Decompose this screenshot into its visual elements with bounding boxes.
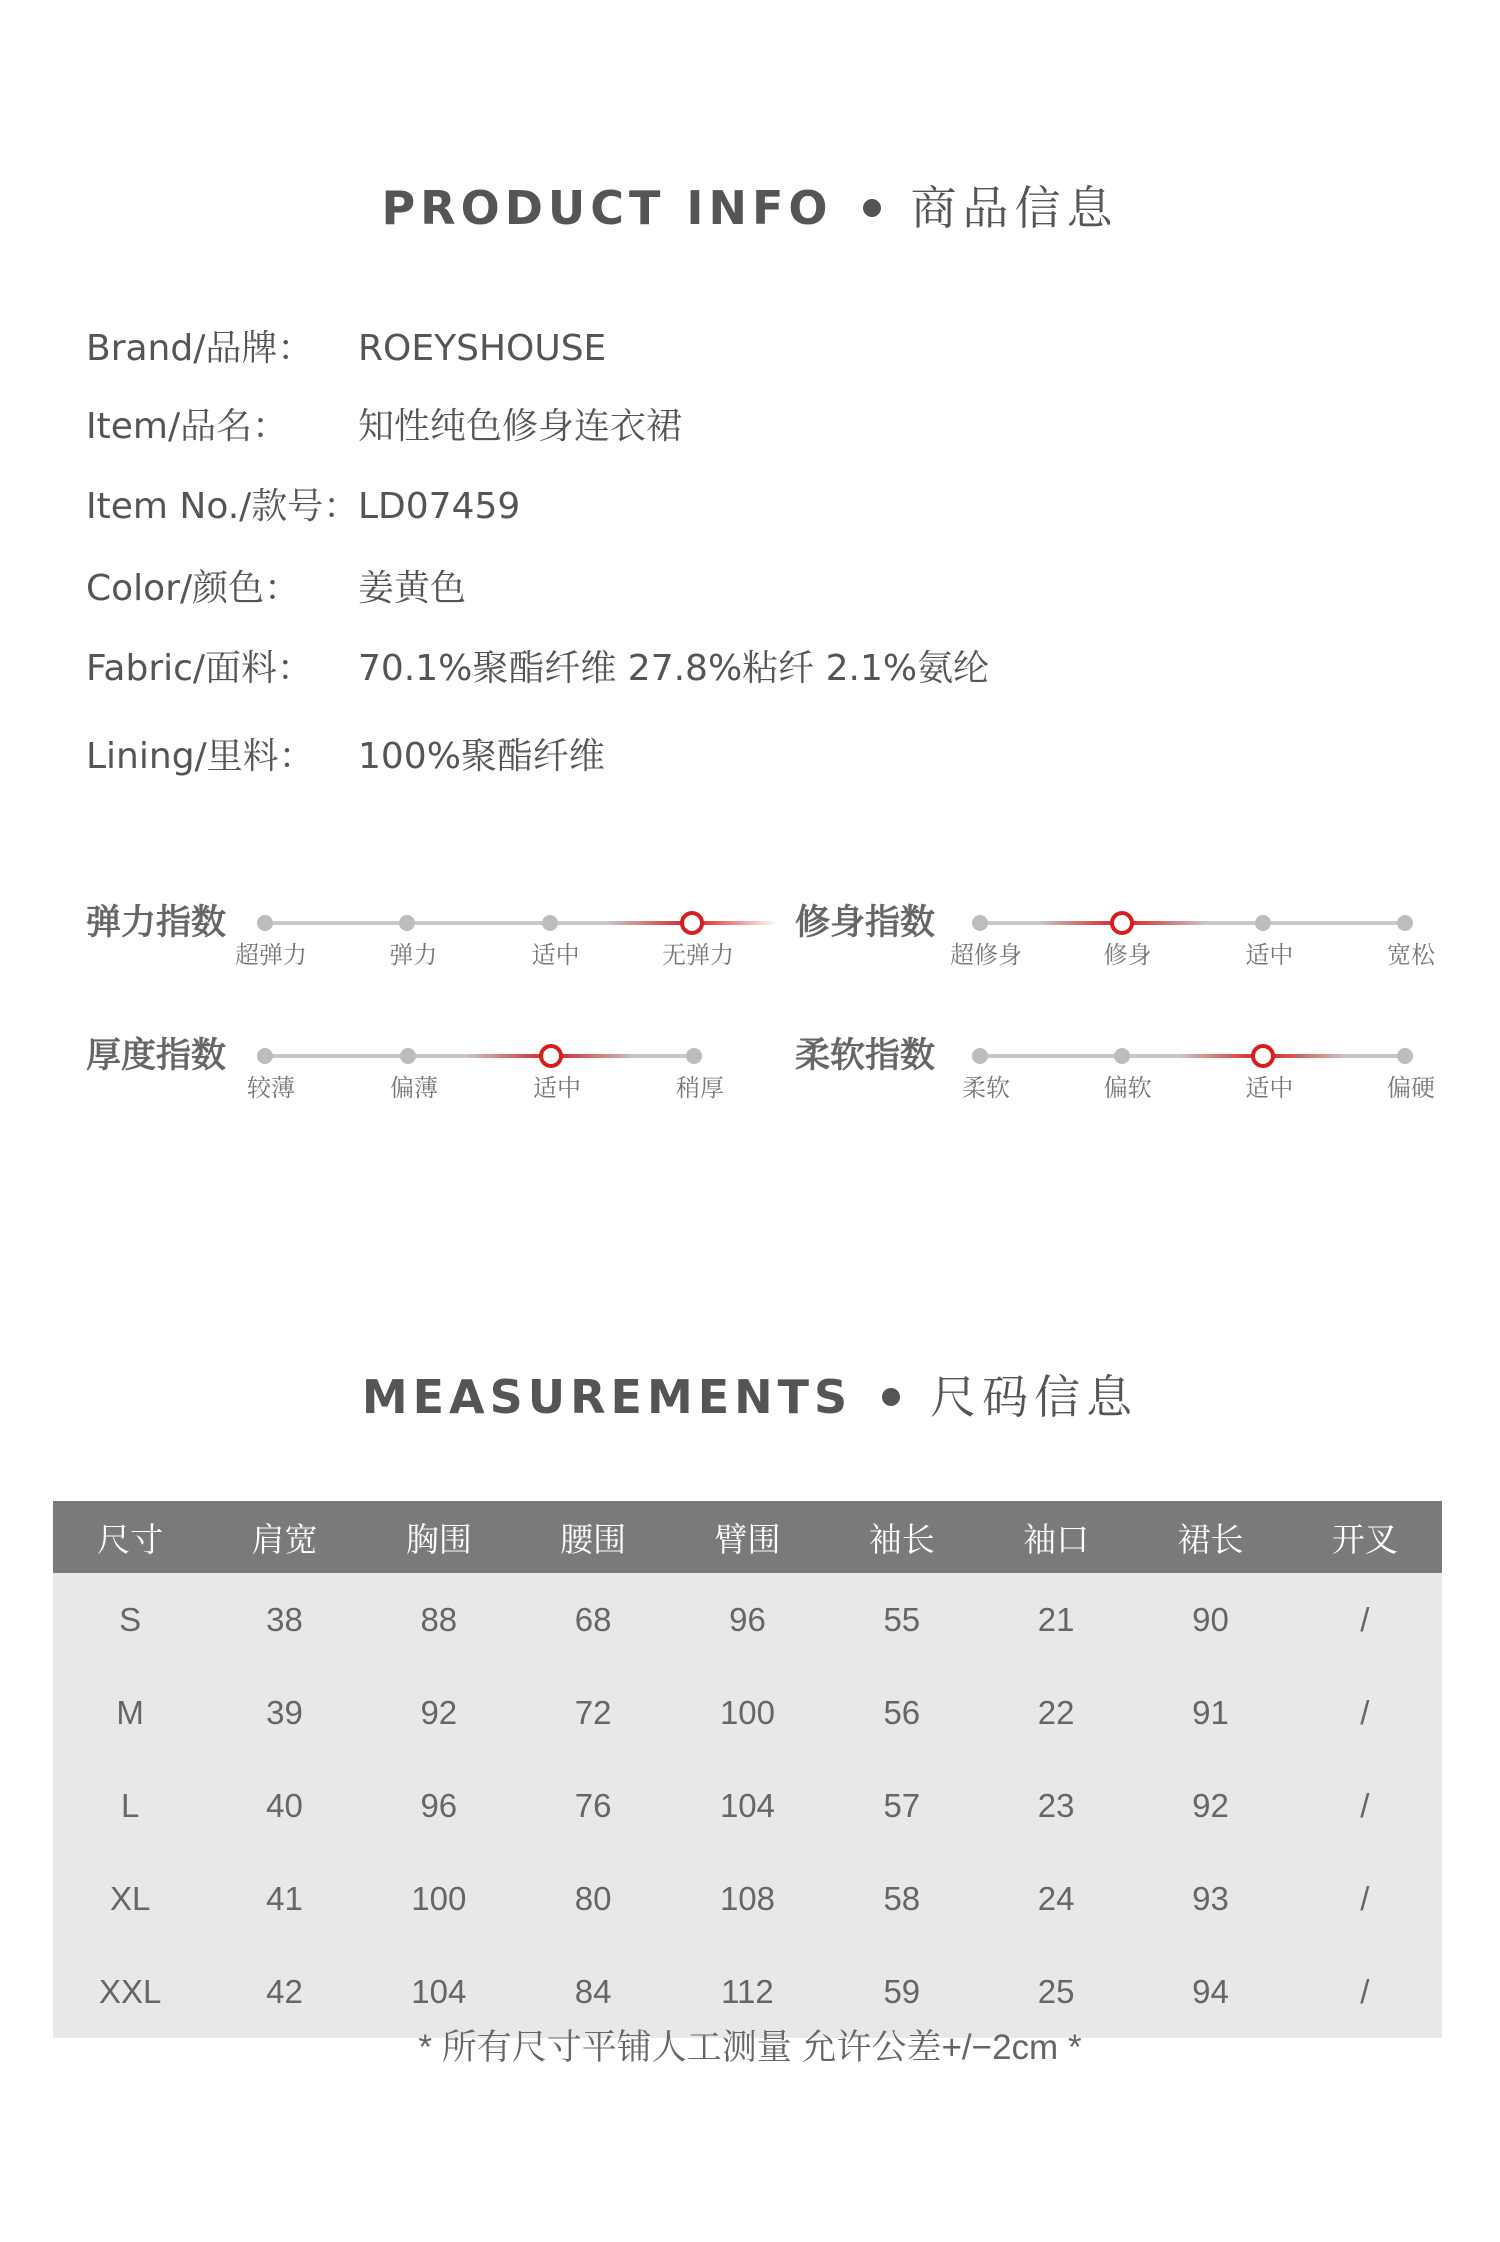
- size-header-cell: 臂围: [670, 1501, 824, 1573]
- index-tick-label: 超修身: [950, 941, 1022, 969]
- product-info-title: [0, 172, 1500, 238]
- size-header-cell: 袖长: [825, 1501, 979, 1573]
- size-cell: 42: [207, 1945, 361, 2038]
- size-cell: 59: [825, 1945, 979, 2038]
- size-cell: 21: [979, 1573, 1133, 1666]
- info-row: [86, 560, 466, 611]
- title-dot-icon: [882, 1388, 900, 1406]
- index-marker-selected: [1251, 1044, 1275, 1068]
- index-marker: [972, 915, 988, 931]
- size-cell: 55: [825, 1573, 979, 1666]
- index-label: 修身指数: [795, 903, 936, 943]
- index-tick-label: 修身: [1103, 941, 1152, 969]
- index-marker: [972, 1048, 988, 1064]
- measurement-note: * 所有尺寸平铺人工测量 允许公差+/−2cm *: [418, 2028, 1082, 2067]
- info-row: [86, 320, 606, 371]
- info-label: Item No./款号：: [86, 486, 360, 527]
- index-marker: [400, 1048, 416, 1064]
- title-dot-icon: [863, 199, 881, 217]
- measurements-title-zh: 尺码信息: [930, 1370, 1139, 1424]
- size-cell: 100: [670, 1666, 824, 1759]
- info-label: Lining/里料：: [86, 736, 315, 777]
- info-value: 100%聚酯纤维: [358, 736, 605, 777]
- index-tick-label: 适中: [1245, 1074, 1294, 1102]
- index-marker: [257, 915, 273, 931]
- size-cell: 112: [670, 1945, 824, 2038]
- info-label: Brand/品牌：: [86, 328, 314, 369]
- size-cell: 72: [516, 1666, 670, 1759]
- size-cell: 76: [516, 1759, 670, 1852]
- info-row: [86, 640, 989, 691]
- size-header-cell: 开叉: [1288, 1501, 1442, 1573]
- index-label: 厚度指数: [86, 1036, 227, 1076]
- size-cell: /: [1288, 1945, 1442, 2038]
- product-info-title-en: PRODUCT INFO: [381, 181, 833, 235]
- index-tick-label: 适中: [533, 1074, 581, 1102]
- index-label: 柔软指数: [795, 1036, 936, 1076]
- size-header-cell: 袖口: [979, 1501, 1133, 1573]
- index-tick-label: 较薄: [247, 1074, 295, 1102]
- measurements-title-en: MEASUREMENTS: [361, 1370, 853, 1424]
- index-tick-label: 无弹力: [662, 941, 734, 969]
- size-cell: 56: [825, 1666, 979, 1759]
- size-cell: /: [1288, 1759, 1442, 1852]
- index-tick-label: 宽松: [1387, 941, 1435, 969]
- size-cell: 39: [207, 1666, 361, 1759]
- info-row: [86, 398, 682, 449]
- index-marker: [399, 915, 415, 931]
- index-marker: [257, 1048, 273, 1064]
- size-header-cell: 肩宽: [207, 1501, 361, 1573]
- index-marker: [542, 915, 558, 931]
- index-tick-label: 柔软: [962, 1074, 1010, 1102]
- index-tick-label: 适中: [531, 941, 580, 969]
- index-tick-label: 超弹力: [235, 941, 307, 969]
- size-cell: L: [53, 1759, 207, 1852]
- info-row: [86, 728, 605, 779]
- size-cell: 96: [362, 1759, 516, 1852]
- size-cell: 93: [1133, 1852, 1287, 1945]
- size-cell: 68: [516, 1573, 670, 1666]
- index-tick-label: 偏薄: [390, 1074, 438, 1102]
- index-marker: [1397, 1048, 1413, 1064]
- table-row: [53, 1666, 1442, 1759]
- size-cell: /: [1288, 1852, 1442, 1945]
- index-tick-label: 弹力: [389, 941, 438, 969]
- size-header-cell: 胸围: [362, 1501, 516, 1573]
- size-cell: 108: [670, 1852, 824, 1945]
- size-cell: M: [53, 1666, 207, 1759]
- size-table-body: [53, 1573, 1442, 2038]
- size-header-cell: 腰围: [516, 1501, 670, 1573]
- size-header-cell: 尺寸: [53, 1501, 207, 1573]
- table-row: [53, 1573, 1442, 1666]
- info-value: LD07459: [358, 486, 521, 527]
- size-cell: 96: [670, 1573, 824, 1666]
- info-label: Fabric/面料：: [86, 648, 314, 689]
- size-cell: /: [1288, 1573, 1442, 1666]
- size-cell: S: [53, 1573, 207, 1666]
- product-info-title-zh: 商品信息: [910, 181, 1119, 235]
- index-marker-selected: [539, 1044, 563, 1068]
- index-tick-label: 偏硬: [1387, 1074, 1435, 1102]
- index-marker-selected: [680, 911, 704, 935]
- info-label: Item/品名：: [86, 406, 289, 447]
- table-row: [53, 1759, 1442, 1852]
- table-row: [53, 1852, 1442, 1945]
- index-tick-label: 偏软: [1103, 1074, 1152, 1102]
- info-value: 70.1%聚酯纤维 27.8%粘纤 2.1%氨纶: [358, 648, 990, 689]
- info-value: 姜黄色: [358, 568, 467, 609]
- size-header-cell: 裙长: [1133, 1501, 1287, 1573]
- size-cell: 41: [207, 1852, 361, 1945]
- size-cell: 80: [516, 1852, 670, 1945]
- index-marker: [686, 1048, 702, 1064]
- size-cell: 40: [207, 1759, 361, 1852]
- index-label: 弹力指数: [86, 903, 227, 943]
- size-cell: 25: [979, 1945, 1133, 2038]
- size-cell: 38: [207, 1573, 361, 1666]
- index-tick-label: 稍厚: [676, 1074, 724, 1102]
- size-table-header: [53, 1501, 1442, 1573]
- index-marker: [1255, 915, 1271, 931]
- size-cell: 104: [362, 1945, 516, 2038]
- size-cell: 24: [979, 1852, 1133, 1945]
- size-cell: 92: [1133, 1759, 1287, 1852]
- index-marker: [1397, 915, 1413, 931]
- size-cell: 90: [1133, 1573, 1287, 1666]
- size-cell: XL: [53, 1852, 207, 1945]
- info-row: [86, 478, 520, 529]
- info-value: 知性纯色修身连衣裙: [358, 406, 683, 447]
- index-tick-label: 适中: [1245, 941, 1294, 969]
- size-cell: 22: [979, 1666, 1133, 1759]
- index-marker-selected: [1110, 911, 1134, 935]
- size-cell: 94: [1133, 1945, 1287, 2038]
- size-cell: /: [1288, 1666, 1442, 1759]
- size-cell: 91: [1133, 1666, 1287, 1759]
- index-marker: [1114, 1048, 1130, 1064]
- size-cell: 57: [825, 1759, 979, 1852]
- size-cell: 88: [362, 1573, 516, 1666]
- size-table: [53, 1501, 1442, 2038]
- size-cell: 23: [979, 1759, 1133, 1852]
- info-value: ROEYSHOUSE: [358, 328, 607, 369]
- size-cell: 84: [516, 1945, 670, 2038]
- info-label: Color/颜色：: [86, 568, 301, 609]
- measurements-title: [0, 1361, 1500, 1427]
- size-cell: 92: [362, 1666, 516, 1759]
- size-cell: 58: [825, 1852, 979, 1945]
- size-cell: 104: [670, 1759, 824, 1852]
- size-cell: 100: [362, 1852, 516, 1945]
- size-cell: XXL: [53, 1945, 207, 2038]
